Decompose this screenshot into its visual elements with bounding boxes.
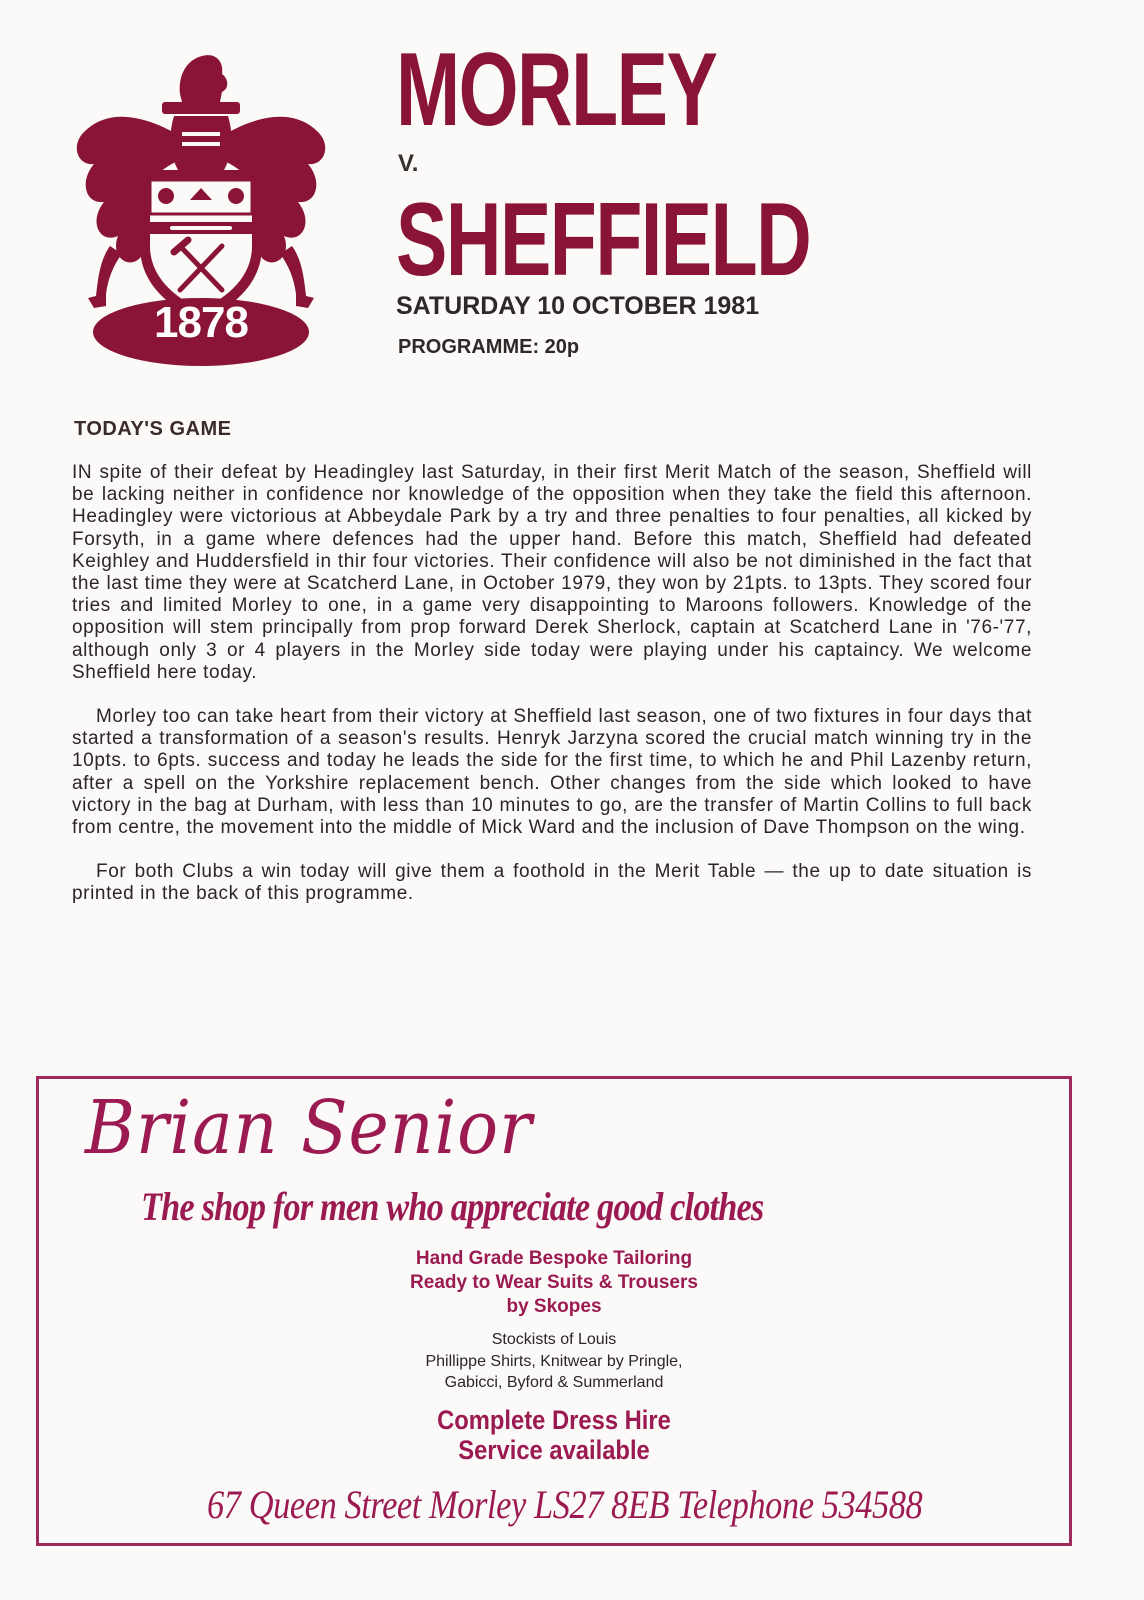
ad-slogan: The shop for men who appreciate good clothes xyxy=(141,1184,764,1229)
ad-address: 67 Queen Street Morley LS27 8EB Telephone 534588 xyxy=(207,1482,923,1527)
ad-dress-hire xyxy=(39,1405,1069,1465)
versus-label: V. xyxy=(398,150,419,177)
ad-hire-line: Service available xyxy=(458,1435,650,1465)
section-heading: TODAY'S GAME xyxy=(74,418,232,440)
ad-service-line: Hand Grade Bespoke Tailoring xyxy=(415,1248,693,1269)
ad-brand-name: Brian Senior xyxy=(85,1085,533,1171)
ad-stockist-line: Stockists of Louis xyxy=(491,1331,617,1348)
advertisement xyxy=(36,1076,1072,1546)
article-body xyxy=(72,462,1032,928)
article-paragraph: For both Clubs a win today will give them a foothold in the Merit Table — the up to date situation is printed in the back of this programme. xyxy=(72,861,1032,905)
ad-services xyxy=(39,1247,1069,1319)
ad-stockist-line: Phillippe Shirts, Knitwear by Pringle, xyxy=(425,1352,683,1370)
crest-year: 1878 xyxy=(154,298,248,347)
ad-service-line: Ready to Wear Suits & Trousers xyxy=(410,1272,698,1293)
away-team: SHEFFIELD xyxy=(396,182,811,298)
ad-stockist-line: Gabicci, Byford & Summerland xyxy=(444,1374,664,1391)
programme-price: PROGRAMME: 20p xyxy=(398,336,580,358)
home-team: MORLEY xyxy=(396,32,717,148)
article-paragraph: IN spite of their defeat by Headingley last Saturday, in their first Merit Match of the season, Sheffield will be lacking neither in confidence nor knowledge of the opposition when they take the field this afternoon. Headingley were victorious at Abbeydale Park by a try and three penalties to four penalties, all kicked by Forsyth, in a game where defences had the upper hand. Before this match, Sheffield had defeated Keighley and Huddersfield in thir four victories. Their confidence will also be not diminished in the fact that the last time they were at Scatcherd Lane, in October 1979, they won by 21pts. to 13pts. They scored four tries and limited Morley to one, in a game very disappointing to Maroons followers. Knowledge of the opposition will stem principally from prop forward Derek Sherlock, captain at Scatcherd Lane in '76-'77, although only 3 or 4 players in the Morley side today were playing under his captaincy. We welcome Sheffield here today. xyxy=(72,462,1032,683)
ad-hire-line: Complete Dress Hire xyxy=(437,1405,671,1435)
ad-service-line: by Skopes xyxy=(506,1296,602,1317)
article-paragraph: Morley too can take heart from their victory at Sheffield last season, one of two fixtures in four days that started a transformation of a season's results. Henryk Jarzyna scored the crucial match winning try in the 10pts. to 6pts. success and today he leads the side for the first time, to which he and Phil Lazenby return, after a spell on the Yorkshire replacement bench. Other changes from the side which looked to have victory in the bag at Durham, with less than 10 minutes to go, are the transfer of Martin Collins to full back from centre, the movement into the middle of Mick Ward and the inclusion of Dave Thompson on the wing. xyxy=(72,706,1032,839)
match-date: SATURDAY 10 OCTOBER 1981 xyxy=(396,292,760,320)
ad-stockists xyxy=(39,1329,1069,1394)
club-crest-icon xyxy=(70,46,332,368)
